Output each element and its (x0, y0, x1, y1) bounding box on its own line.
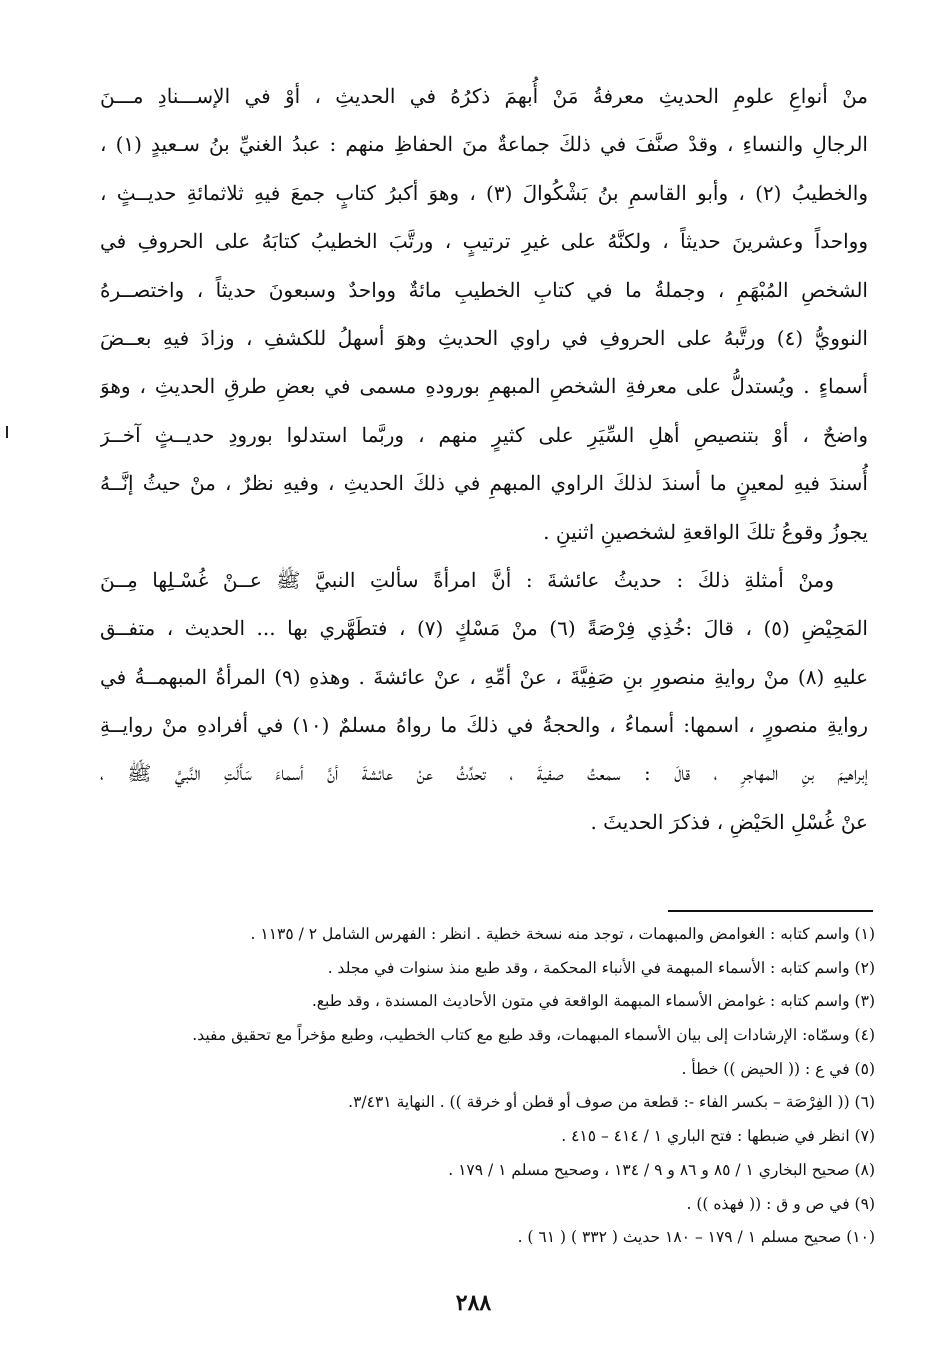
footnote: (٦) (( الفِرْصَة – بكسر الفاء -: قطعة من صوف أو قطن أو خرقة )) . النهاية ٣/٤٣١. (348, 1093, 875, 1112)
footnotes-block (120, 918, 875, 1255)
footnote: (٤) وسمّاه: الإرشادات إلى بيان الأسماء المبهمات، وقد طبع مع كتاب الخطيب، وطبع مؤخراً مع تحقيق مفيد. (192, 1026, 875, 1045)
text-line: النوويُّ (٤) ورتَّبهُ على الحروفِ في راوي الحديثِ وهوَ أسهلُ للكشفِ ، وزادَ فيهِ بعــضَ (100, 325, 868, 350)
footnote: (٨) صحيح البخاري ١ / ٨٥ و ٨٦ و ٩ / ١٣٤ ، وصحيح مسلم ١ / ١٧٩ . (448, 1160, 875, 1179)
footnote-separator (668, 910, 873, 912)
main-text-block (100, 72, 868, 846)
footnote: (٢) واسم كتابه : الأسماء المبهمة في الأنباء المحكمة ، وقد طبع منذ سنوات في مجلد . (327, 958, 875, 977)
text-line: عليهِ (٨) منْ روايةِ منصورِ بنِ صَفِيَّةَ ، عنْ أمِّهِ ، عنْ عائشةَ . وهذهِ (٩) المرأةُ المبهمــةُ في (100, 664, 868, 689)
footnote: (٧) انظر في ضبطها : فتح الباري ١ / ٤١٤ – ٤١٥ . (561, 1127, 875, 1146)
footnote: (٩) في ص و ق : (( فهذه )) . (686, 1194, 875, 1213)
text-line: يجوزُ وقوعُ تلكَ الواقعةِ لشخصينِ اثنينِ . (543, 519, 868, 544)
text-line: وواحداً وعشرينَ حديثاً ، ولكنَّهُ على غيرِ ترتيبٍ ، ورتَّبَ الخطيبُ كتابَهُ على الحروفِ في (100, 229, 868, 254)
footnote: (١٠) صحيح مسلم ١ / ١٧٩ – ١٨٠ حديث ( ٣٣٢ ) ( ٦١ ) . (517, 1228, 875, 1247)
text-line: واضحٌ ، أوْ بتنصيصِ أهلِ السِّيَرِ على كثيرٍ منهم ، وربَّما استدلوا بورودِ حديــثٍ آخــرَ (100, 422, 868, 447)
text-line: ومنْ أمثلةِ ذلكَ : حديثُ عائشةَ : أنَّ امرأةً سألتِ النبيَّ ﷺ عــنْ غُسْـلِها مِــنَ (100, 567, 834, 592)
footnote: (٥) في ع : (( الحيض )) خطأ . (681, 1059, 875, 1078)
text-line: المَحِيْضِ (٥) ، قالَ :خُذِي فِرْصَةً (٦) منْ مَسْكٍ (٧) ، فتطَهَّري بها ... الحديث ، متفــق (100, 616, 868, 641)
text-line: أسماءٍ . ويُستدلُّ على معرفةِ الشخصِ المبهمِ بورودهِ مسمى في بعضِ طرقِ الحديثِ ، وهوَ (100, 374, 868, 399)
text-line: إبراهيمَ بنِ المهاجرِ ، قالَ : سمعتُ صفيةَ ، تحدِّثُ عنْ عائشةَ أنَّ أسماءَ سَأَلَتِ النَّبيَّ ﷺ ، (100, 761, 868, 786)
footnote: (٣) واسم كتابه : غوامض الأسماء المبهمة الواقعة في متون الأحاديث المسندة ، وقد طبع. (311, 992, 875, 1011)
margin-scan-mark (6, 426, 8, 438)
text-line: روايةِ منصورٍ ، اسمها: أسماءُ ، والحجةُ في ذلكَ ما رواهُ مسلمٌ (١٠) في أفرادهِ منْ روايــةِ (100, 713, 868, 738)
text-line: الشخصِ المُبْهَمِ ، وجملةُ ما في كتابِ الخطيبِ مائةٌ وواحدٌ وسبعونَ حديثاً ، واختصــرهُ (100, 277, 868, 302)
text-line: الرجالِ والنساءِ ، وقدْ صنَّفَ في ذلكَ جماعةٌ منَ الحفاظِ منهم : عبدُ الغنيِّ بنُ سـعيدٍ (١) ، (100, 132, 868, 157)
text-line: عنْ غُسْلِ الحَيْضِ ، فذكرَ الحديثَ . (590, 809, 868, 834)
footnote: (١) واسم كتابه : الغوامض والمبهمات ، توجد منه نسخة خطية . انظر : الفهرس الشامل ٢ / ١١٣٥ . (250, 925, 875, 943)
text-line: والخطيبُ (٢) ، وأبو القاسمِ بنُ بَشْكُوالَ (٣) ، وهوَ أكبرُ كتابٍ جمعَ فيهِ ثلاثمائةِ حديــثٍ ، (100, 180, 868, 205)
text-line: منْ أنواعِ علومِ الحديثِ معرفةُ مَنْ أُبهمَ ذكرُهُ في الحديثِ ، أوْ في الإســـنادِ مـــنَ (100, 84, 868, 108)
text-line: أُسندَ فيهِ لمعينٍ ما أسندَ لذلكَ الراوي المبهمِ في ذلكَ الحديثِ ، وفيهِ نظرٌ ، منْ حيثُ إنَّــهُ (100, 471, 868, 496)
page-number: ٢٨٨ (455, 1290, 492, 1316)
